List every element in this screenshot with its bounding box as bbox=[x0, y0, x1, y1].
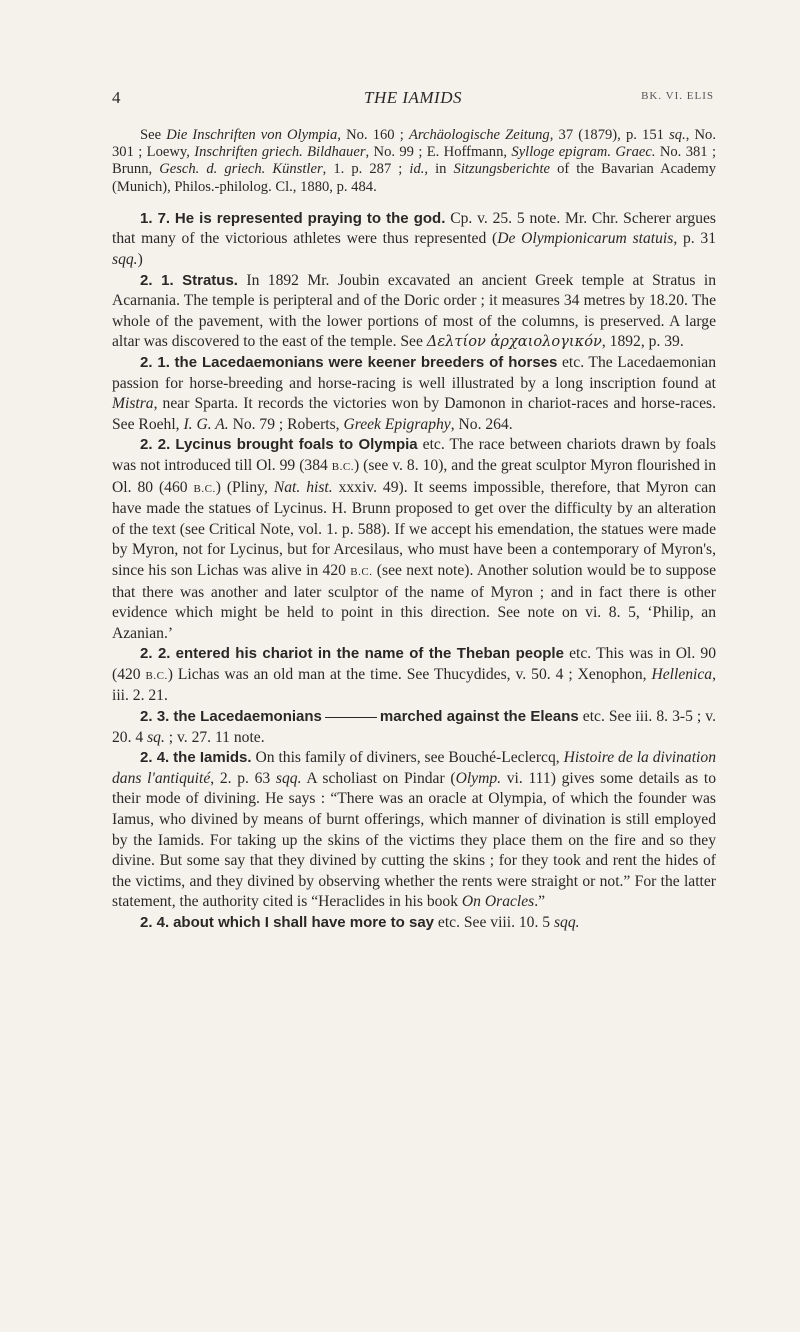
omission-dash bbox=[325, 717, 377, 718]
note-text: vi. 111) gives some details as to their mode of divining. He says : “There was an oracle at Olympia, of which the founder was Iamus, who divined by means of burnt offerings, which manner of divination is still employed by the Iamids. For taking up the skins of the victims they place them on the fire and so they divine. But some say that they divined by cutting the skins ; for they took and rent the hides of the victims, and they divined by observing whether the rents were straight or not.” For the latter statement, the authority cited is “Heraclides in his book bbox=[112, 769, 716, 911]
note-text: xxxiv. 49). It seems impossible, therefore, that Myron can have made the statues of Lycinus. H. Brunn proposed to get over the difficulty by an alteration of the text (see Critical Note, vol. 1. p. 588). If we accept his emendation, the statues were made by Myron, not for Lycinus, but for Arcesilaus, who must have been a contemporary of Myron's, since his son Lichas was alive in 420 bbox=[112, 478, 716, 579]
note-reference: 2. 1. bbox=[140, 271, 174, 289]
intro-paragraph bbox=[112, 127, 716, 196]
intro-citation: Gesch. d. griech. Künstler bbox=[159, 161, 323, 178]
note-lemma: the Iamids. bbox=[173, 749, 252, 767]
note-text: ) bbox=[137, 251, 143, 268]
intro-citation: Inschriften griech. Bildhauer bbox=[194, 144, 366, 161]
note-text: A scholiast on Pindar ( bbox=[301, 769, 456, 787]
intro-text: , No. 99 ; E. Hoffmann, bbox=[365, 144, 512, 161]
note-text: ) Lichas was an old man at the time. See Thucydides, v. 50. 4 ; Xenophon, bbox=[167, 665, 652, 683]
note-paragraph bbox=[112, 435, 716, 644]
note-text: , near Sparta. It records the victories won by Damonon in chariot-races and horse-races. See Roehl, bbox=[112, 395, 716, 433]
note-text: etc. See iii. 8. 3-5 ; v. 20. 4 bbox=[112, 708, 716, 746]
note-lemma: the Lacedaemonians were keener breeders of horses bbox=[174, 353, 558, 371]
note-text: , p. 31 bbox=[673, 230, 717, 248]
note-citation: sq. bbox=[147, 728, 165, 746]
note-text: , No. 264. bbox=[450, 415, 513, 433]
note-text: ; v. 27. 11 note. bbox=[164, 728, 265, 746]
note-text: etc. The Lacedaemonian passion for horse-breeding and horse-racing is well illustrated by a long inscription found at bbox=[112, 353, 716, 392]
running-head bbox=[112, 88, 714, 110]
intro-text: of the Bavarian Academy (Munich), Philos.-philolog. Cl., 1880, p. 484. bbox=[112, 161, 717, 195]
note-lemma: about which I shall have more to say bbox=[173, 914, 434, 931]
note-citation: Nat. hist. bbox=[273, 478, 333, 496]
note-lemma: He is represented praying to the god. bbox=[174, 209, 446, 227]
note-citation: Histoire de la divination dans l'antiquité bbox=[112, 749, 716, 787]
note-lemma: entered his chariot in the name of the Theban people bbox=[175, 645, 564, 663]
note-paragraph bbox=[112, 644, 716, 707]
note-paragraph bbox=[112, 209, 716, 271]
running-title: THE IAMIDS bbox=[363, 88, 462, 107]
note-era: B.C. bbox=[350, 565, 373, 578]
note-paragraph bbox=[112, 707, 716, 748]
intro-text: , 1. p. 287 ; bbox=[322, 161, 410, 178]
note-lemma: Stratus. bbox=[182, 271, 238, 289]
note-text: (see next note). Another solution would be to suppose that there was another and later sculptor of the name of Myron ; and in fact there is other evidence which might be held to point in this direction. See note on vi. 8. 5, ‘Philip, an Azanian.’ bbox=[112, 561, 717, 642]
intro-citation: id. bbox=[409, 161, 425, 178]
note-text: , 2. p. 63 bbox=[210, 769, 276, 787]
note-text: On this family of diviners, see Bouché-Leclercq, bbox=[251, 749, 564, 767]
intro-text: , No. 160 ; bbox=[337, 127, 409, 143]
page-number: 4 bbox=[112, 88, 121, 107]
note-paragraph bbox=[112, 271, 716, 353]
note-text: In 1892 Mr. Joubin excavated an ancient Greek temple at Stratus in Acarnania. The temple is peripteral and of the Doric order ; it measures 34 metres by 18.20. The whole of the pavement, with the lower portions of most of the columns, is preserved. A large altar was discovered to the east of the temple. See bbox=[112, 271, 716, 351]
note-paragraph bbox=[112, 913, 716, 934]
note-citation: sqq. bbox=[553, 914, 580, 931]
intro-citation: Die Inschriften von Olympia bbox=[166, 127, 338, 143]
note-text: etc. The race between chariots drawn by foals was not introduced till Ol. 99 (384 bbox=[112, 436, 716, 474]
note-reference: 2. 2. bbox=[140, 645, 171, 663]
intro-text: , 37 (1879), p. 151 bbox=[549, 127, 670, 143]
note-era: B.C. bbox=[331, 460, 354, 473]
book-section: BK. VI. ELIS bbox=[641, 90, 714, 102]
note-citation: I. G. A. bbox=[183, 415, 229, 433]
note-citation: Hellenica bbox=[651, 665, 713, 683]
note-citation: Greek Epigraphy bbox=[343, 415, 451, 433]
note-reference: 2. 4. bbox=[140, 914, 170, 931]
note-lemma: Lycinus brought foals to Olympia bbox=[175, 436, 418, 454]
intro-citation: Sylloge epigram. Graec. bbox=[511, 144, 656, 161]
note-text: etc. This was in Ol. 90 (420 bbox=[112, 645, 717, 683]
note-paragraph bbox=[112, 353, 716, 435]
note-reference: 2. 2. bbox=[140, 436, 171, 454]
note-paragraph bbox=[112, 748, 716, 913]
note-reference: 2. 1. bbox=[140, 353, 170, 371]
note-era: B.C. bbox=[193, 482, 216, 495]
note-text: No. 79 ; Roberts, bbox=[228, 415, 344, 433]
note-text: etc. See viii. 10. 5 bbox=[434, 914, 554, 931]
note-era: B.C. bbox=[145, 669, 168, 682]
intro-text: See bbox=[140, 127, 167, 143]
note-text: ) (Pliny, bbox=[215, 478, 274, 496]
note-text: .” bbox=[534, 893, 546, 911]
intro-citation: Archäologische Zeitung bbox=[408, 127, 550, 143]
intro-text: , No. 301 ; Loewy, bbox=[112, 127, 716, 161]
note-reference: 2. 4. bbox=[140, 749, 170, 767]
note-citation: Olymp. bbox=[455, 769, 502, 787]
intro-text: , in bbox=[424, 161, 454, 178]
note-text: Cp. v. 25. 5 note. Mr. Chr. Scherer argues that many of the victorious athletes were thus represented ( bbox=[112, 209, 716, 248]
intro-citation: Sitzungsberichte bbox=[453, 161, 551, 178]
note-text: ) (see v. 8. 10), and the great sculptor Myron flourished in Ol. 80 (460 bbox=[112, 456, 716, 496]
note-text: , iii. 2. 21. bbox=[112, 665, 716, 705]
intro-text: No. 381 ; Brunn, bbox=[112, 144, 716, 178]
note-reference: 1. 7. bbox=[140, 209, 171, 227]
note-text: , 1892, p. 39. bbox=[601, 333, 684, 351]
note-greek-title: Δελτίον ἀρχαιολογικόν bbox=[426, 333, 602, 351]
note-citation: Mistra bbox=[112, 395, 154, 413]
note-lemma: the Lacedaemonians bbox=[173, 708, 322, 726]
intro-citation: sq. bbox=[669, 127, 686, 143]
note-reference: 2. 3. bbox=[140, 708, 170, 726]
note-citation: On Oracles bbox=[461, 893, 535, 911]
note-citation: sqq. bbox=[112, 251, 138, 268]
commentary-body bbox=[112, 127, 716, 934]
note-lemma: marched against the Eleans bbox=[379, 708, 579, 726]
note-citation: De Olympionicarum statuis bbox=[497, 230, 674, 248]
note-citation: sqq. bbox=[275, 769, 302, 787]
